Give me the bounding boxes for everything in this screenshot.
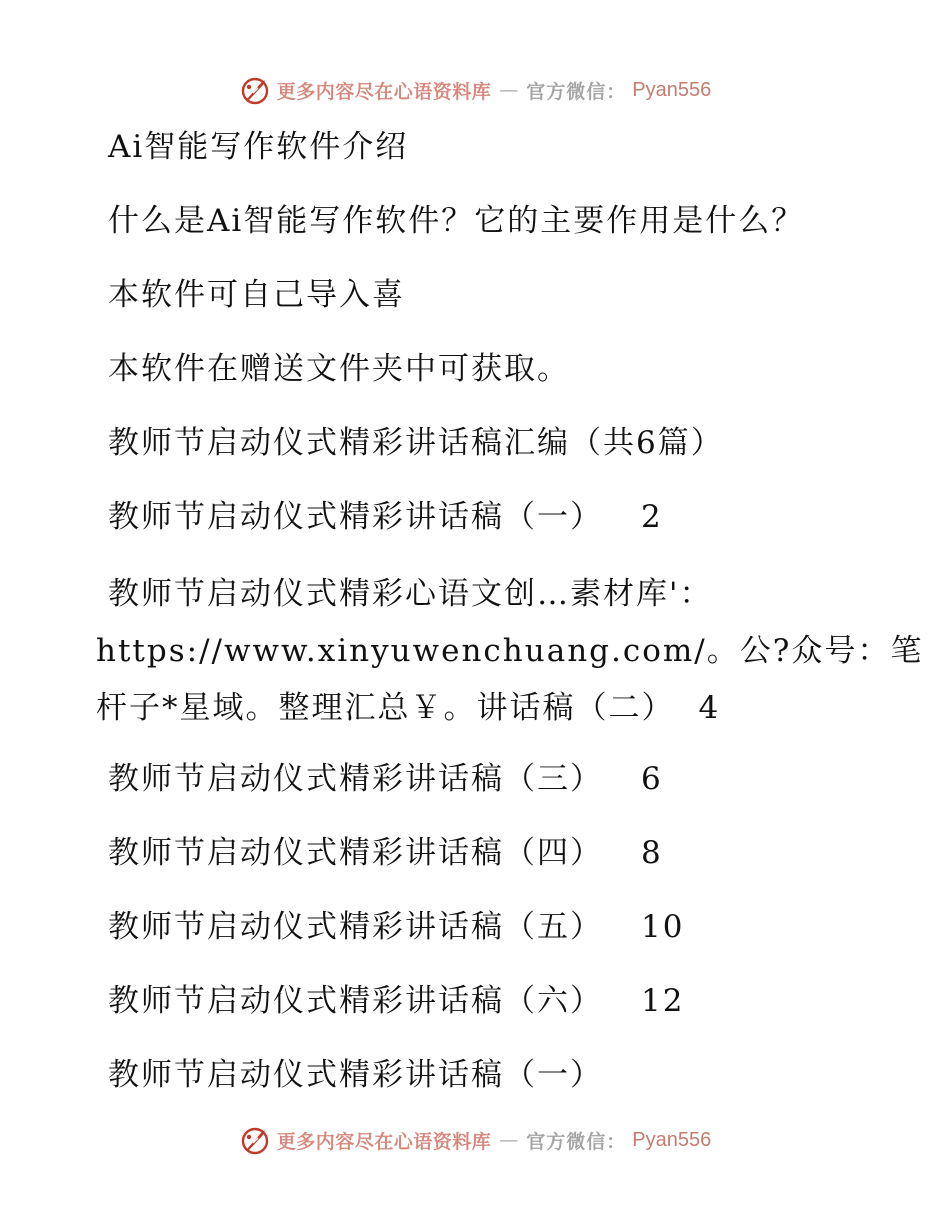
header-wechat-id: Pyan556 xyxy=(632,78,712,101)
doc-line-import: 本软件可自己导入喜 xyxy=(108,277,405,313)
paragraph-line-3 xyxy=(96,680,856,737)
header-official-label: 官方微信： xyxy=(526,80,627,103)
toc-item-page: 2 xyxy=(641,499,663,535)
toc-item xyxy=(108,829,868,877)
doc-title: Ai智能写作软件介绍 xyxy=(108,129,409,165)
doc-question: 什么是Ai智能写作软件？它的主要作用是什么？ xyxy=(108,203,805,239)
toc-item xyxy=(108,493,868,541)
toc-item xyxy=(108,977,868,1025)
toc-list xyxy=(108,755,868,1125)
toc-item-title: 教师节启动仪式精彩讲话稿（一） xyxy=(108,499,603,535)
footer-wechat-id: Pyan556 xyxy=(632,1128,712,1151)
toc-item-title: 教师节启动仪式精彩讲话稿（四） xyxy=(108,835,603,871)
toc-item xyxy=(108,755,868,803)
document-body xyxy=(108,123,868,567)
paragraph-line-2: https://www.xinyuwenchuang.com/。公?众号：笔 xyxy=(96,633,924,669)
header-dash: — xyxy=(499,79,519,101)
section-heading-title: 教师节启动仪式精彩讲话稿（一） xyxy=(108,1057,603,1093)
source-paragraph xyxy=(96,566,924,737)
quill-logo-icon xyxy=(239,74,271,106)
toc-item-page: 10 xyxy=(641,909,685,945)
quill-logo-icon xyxy=(239,1124,271,1156)
paragraph-line-1: 教师节启动仪式精彩心语文创…素材库'： xyxy=(108,576,713,612)
toc-heading: 教师节启动仪式精彩讲话稿汇编（共6篇） xyxy=(108,425,724,461)
toc-item xyxy=(108,903,868,951)
header-brand-text: 更多内容尽在心语资料库 xyxy=(276,80,492,103)
toc-item-title: 教师节启动仪式精彩讲话稿（六） xyxy=(108,983,603,1019)
page-header xyxy=(0,70,950,110)
paragraph-page: 4 xyxy=(698,690,721,726)
page-footer xyxy=(0,1120,950,1160)
footer-brand-text: 更多内容尽在心语资料库 xyxy=(276,1130,492,1153)
doc-line-folder: 本软件在赠送文件夹中可获取。 xyxy=(108,351,570,387)
toc-item-title: 教师节启动仪式精彩讲话稿（三） xyxy=(108,761,603,797)
paragraph-line-3-text: 杆子*星域。整理汇总￥。讲话稿（二） xyxy=(96,690,675,726)
toc-item-title: 教师节启动仪式精彩讲话稿（五） xyxy=(108,909,603,945)
toc-item-page: 12 xyxy=(641,983,685,1019)
toc-item-page: 8 xyxy=(641,835,663,871)
header-brand xyxy=(239,74,712,106)
footer-dash: — xyxy=(499,1129,519,1151)
section-heading xyxy=(108,1051,868,1099)
toc-item-page: 6 xyxy=(641,761,663,797)
footer-brand xyxy=(239,1124,712,1156)
footer-official-label: 官方微信： xyxy=(526,1130,627,1153)
